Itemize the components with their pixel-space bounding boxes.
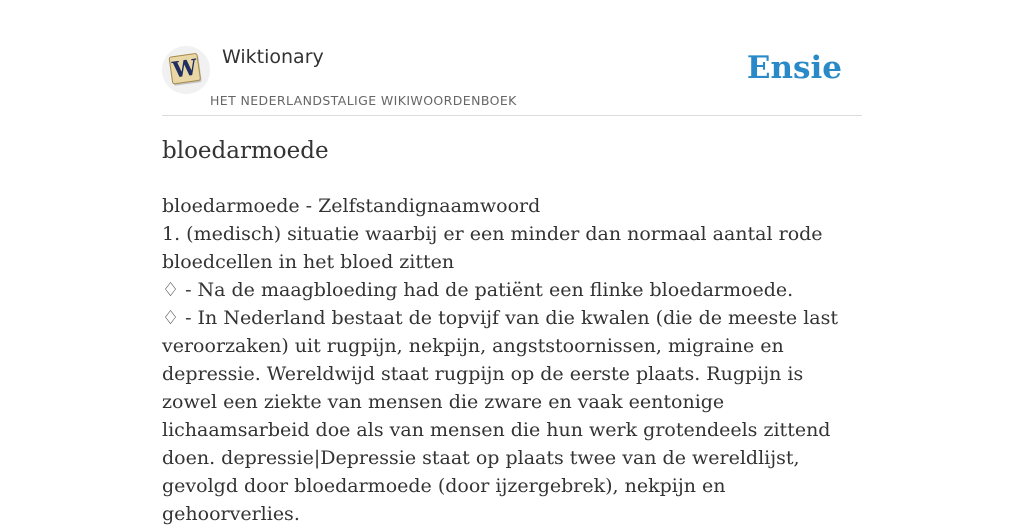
example-item: ♢ - In Nederland bestaat de topvijf van die kwalen (die de meeste last veroorzaken) uit rugpijn, nekpijn, angststoornissen, migraine en depressie. Wereldwijd staat rugpijn op de eerste plaats. Rugpijn is zowel een ziekte van mensen die zware en vaak eentonige lichaamsarbeid doe als van mensen die hun werk grotendeels zittend doen. depressie|Depressie staat op plaats twee van de wereldlijst, gevolgd door bloedarmoede (door ijzergebrek), nekpijn en gehoorverlies. (162, 307, 839, 525)
page-title: bloedarmoede (162, 138, 329, 164)
entry-definition: 1. (medisch) situatie waarbij er een minder dan normaal aantal rode bloedcellen in het bloed zitten (162, 223, 823, 273)
page-container (162, 0, 862, 525)
site-title[interactable]: Wiktionary (222, 46, 324, 68)
site-subtitle: HET NEDERLANDSTALIGE WIKIWOORDENBOEK (210, 93, 517, 108)
logo-letter: W (170, 54, 199, 84)
ensie-brand-logo[interactable]: Ensie (746, 50, 842, 86)
entry-content (162, 192, 862, 528)
wiktionary-logo-icon[interactable] (162, 46, 210, 94)
site-header (162, 0, 862, 116)
example-item: ♢ - Na de maagbloeding had de patiënt een flinke bloedarmoede. (162, 279, 794, 301)
entry-heading: bloedarmoede - Zelfstandignaamwoord (162, 195, 541, 217)
